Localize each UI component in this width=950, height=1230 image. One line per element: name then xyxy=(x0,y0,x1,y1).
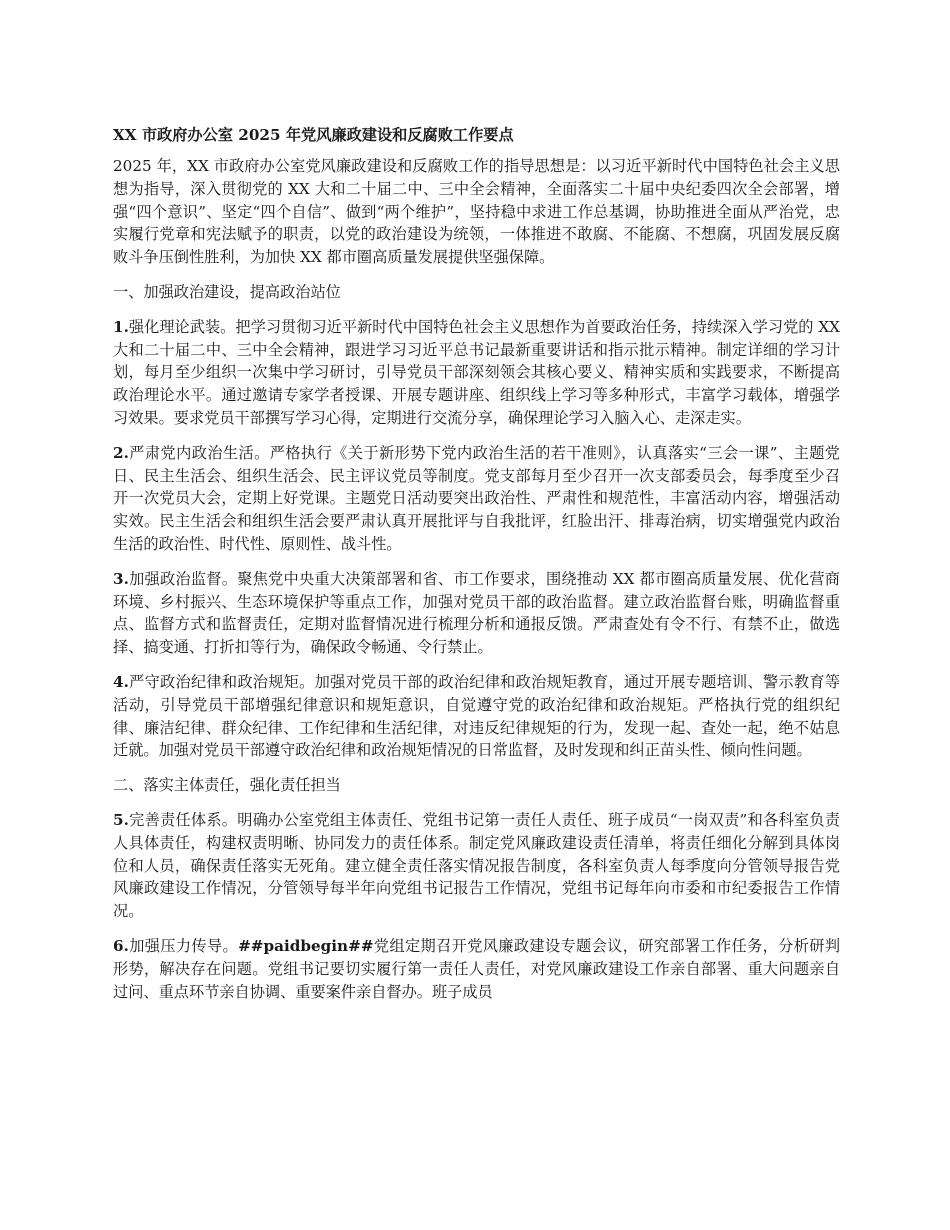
item-text: 严守政治纪律和政治规矩。加强对党员干部的政治纪律和政治规矩教育，通过开展专题培训、警示教育等活动，引导党员干部增强纪律意识和规矩意识，自觉遵守党的政治纪律和政治规矩。严格执行党的组织纪律、廉洁纪律、群众纪律、工作纪律和生活纪律，对违反纪律规矩的行为，发现一起、查处一起，绝不姑息迁就。加强对党员干部遵守政治纪律和政治规矩情况的日常监督，及时发现和纠正苗头性、倾向性问题。 xyxy=(113,672,840,760)
item-text: 严肃党内政治生活。严格执行《关于新形势下党内政治生活的若干准则》，认真落实“三会一课”、主题党日、民主生活会、组织生活会、民主评议党员等制度。党支部每月至少召开一次支部委员会，每季度至少召开一次党员大会，定期上好党课。主题党日活动要突出政治性、严肃性和规范性，丰富活动内容，增强活动实效。民主生活会和组织生活会要严肃认真开展批评与自我批评，红脸出汗、排毒治病，切实增强党内政治生活的政治性、时代性、原则性、战斗性。 xyxy=(113,443,840,553)
section-heading-2: 二、落实主体责任，强化责任担当 xyxy=(113,776,341,795)
item-text: 完善责任体系。明确办公室党组主体责任、党组书记第一责任人责任、班子成员“一岗双责”和各科室负责人具体责任，构建权责明晰、协同发力的责任体系。制定党风廉政建设责任清单，将责任细化分解到具体岗位和人员，确保责任落实无死角。建立健全责任落实情况报告制度，各科室负责人每季度向分管领导报告党风廉政建设工作情况，分管领导每半年向党组书记报告工作情况，党组书记每年向市委和市纪委报告工作情况。 xyxy=(113,810,840,921)
item-number: 3. xyxy=(113,569,129,588)
item-paragraph-1 xyxy=(113,316,840,430)
item-paragraph-5 xyxy=(113,809,840,923)
section-heading-1: 一、加强政治建设，提高政治站位 xyxy=(113,282,341,301)
item-paragraph-3 xyxy=(113,568,840,659)
item-number: 1. xyxy=(113,317,129,336)
item-text: 加强压力传导。 xyxy=(128,936,239,955)
document-page xyxy=(113,124,840,1015)
item-text: 加强政治监督。聚焦党中央重大决策部署和省、市工作要求，围绕推动 XX 都市圈高质量发展、优化营商环境、乡村振兴、生态环境保护等重点工作，加强对党员干部的政治监督。建立政治监督台账，明确监督重点、监督方式和监督责任，定期对监督情况进行梳理分析和通报反馈。严肃查处有令不行、有禁不止，做选择、搞变通、打折扣等行为，确保政令畅通、令行禁止。 xyxy=(113,569,840,657)
item-text-continued: 党组定期召开党风廉政建设专题会议，研究部署工作任务，分析研判形势，解决存在问题。党组书记要切实履行第一责任人责任，对党风廉政建设工作亲自部署、重大问题亲自过问、重点环节亲自协调、重要案件亲自督办。班子成员 xyxy=(113,936,841,1001)
item-text: 强化理论武装。把学习贯彻习近平新时代中国特色社会主义思想作为首要政治任务，持续深入学习党的 XX 大和二十届二中、三中全会精神，跟进学习习近平总书记最新重要讲话和指示批示精神。制定详细的学习计划，每月至少组织一次集中学习研讨，引导党员干部深刻领会其核心要义、精神实质和实践要求，不断提高政治理论水平。通过邀请专家学者授课、开展专题讲座、组织线上学习等多种形式，丰富学习载体，增强学习效果。要求党员干部撰写学习心得，定期进行交流分享，确保理论学习入脑入心、走深走实。 xyxy=(113,317,840,427)
item-paragraph-6 xyxy=(113,935,840,1003)
item-number: 5. xyxy=(113,810,129,829)
item-paragraph-4 xyxy=(113,671,840,762)
item-number: 6. xyxy=(113,936,129,955)
document-title: XX 市政府办公室 2025 年党风廉政建设和反腐败工作要点 xyxy=(113,126,514,144)
item-paragraph-2 xyxy=(113,442,840,556)
item-number: 4. xyxy=(113,672,129,691)
item-number: 2. xyxy=(113,443,129,462)
paid-marker: ##paidbegin## xyxy=(238,936,374,955)
intro-paragraph: 2025 年，XX 市政府办公室党风廉政建设和反腐败工作的指导思想是：以习近平新时代中国特色社会主义思想为指导，深入贯彻党的 XX 大和二十届二中、三中全会精神，全面落实二十届中央纪委四次全会部署，增强“四个意识”、坚定“四个自信”、做到“两个维护”，坚持稳中求进工作总基调，协助推进全面从严治党，忠实履行党章和宪法赋予的职责，以党的政治建设为统领，一体推进不敢腐、不能腐、不想腐，巩固发展反腐败斗争压倒性胜利，为加快 XX 都市圈高质量发展提供坚强保障。 xyxy=(113,157,840,267)
